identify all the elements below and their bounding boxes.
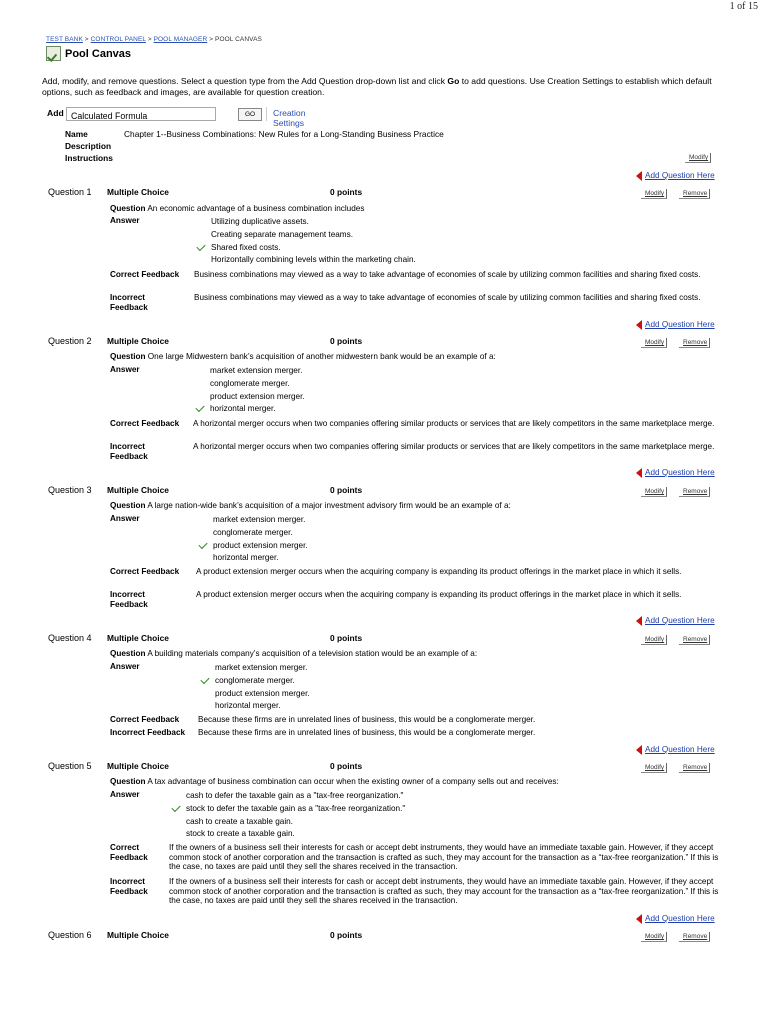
incorrect-feedback-label: Incorrect Feedback: [110, 728, 186, 737]
add-arrow-icon: [636, 745, 642, 755]
incorrect-feedback-text: A horizontal merger occurs when two companies offering similar products or services that are likely competitors in the same marketplace merge.: [193, 442, 715, 451]
question-type: Multiple Choice: [107, 336, 169, 346]
breadcrumb-control-panel[interactable]: CONTROL PANEL: [90, 36, 146, 43]
answer-option: horizontal merger.: [213, 553, 279, 562]
breadcrumb: TEST BANK > CONTROL PANEL > POOL MANAGER > POOL CANVAS: [46, 36, 262, 43]
question-points: 0 points: [330, 930, 363, 940]
add-arrow-icon: [636, 320, 642, 330]
add-question-here-label: Add Question Here: [645, 171, 715, 180]
answer-option: Creating separate management teams.: [211, 230, 353, 239]
correct-check-icon: [195, 403, 204, 412]
modify-button[interactable]: Modify: [641, 487, 667, 497]
correct-check-icon: [196, 242, 205, 251]
question-label: Question: [110, 352, 146, 361]
question-text: A tax advantage of business combination can occur when the existing owner of a company sells out and receives:: [147, 777, 559, 786]
modify-pool-button[interactable]: Modify: [685, 153, 711, 163]
remove-button[interactable]: Remove: [679, 487, 710, 497]
answer-option: product extension merger.: [210, 392, 305, 401]
question-type: Multiple Choice: [107, 633, 169, 643]
add-question-here-link[interactable]: [636, 913, 715, 923]
remove-button[interactable]: Remove: [679, 635, 710, 645]
breadcrumb-pool-canvas: POOL CANVAS: [215, 36, 262, 43]
question-number: Question 6: [48, 930, 92, 940]
question-text: A building materials company’s acquisition of a television station would be an example of a:: [147, 649, 478, 658]
answer-option: conglomerate merger.: [213, 528, 293, 537]
question-points: 0 points: [330, 633, 363, 643]
intro-part: to add questions. Use Creation Settings to establish which default options, such as feedback and images, are available for question creation.: [42, 76, 712, 97]
answer-option: horizontal merger.: [215, 701, 281, 710]
answer-option: cash to defer the taxable gain as a "tax-free reorganization.": [186, 791, 404, 800]
name-label: Name: [65, 129, 88, 139]
answer-label: Answer: [110, 365, 140, 374]
incorrect-feedback-label: Incorrect Feedback: [110, 590, 148, 609]
answer-label: Answer: [110, 662, 140, 671]
intro-go: Go: [447, 76, 460, 86]
description-label: Description: [65, 141, 112, 151]
divider: [266, 107, 267, 121]
incorrect-feedback-text: A product extension merger occurs when the acquiring company is expanding its product offerings in the market place in which it sells.: [196, 590, 682, 599]
page-title: Pool Canvas: [65, 47, 132, 60]
question-points: 0 points: [330, 761, 363, 771]
answer-option: conglomerate merger.: [215, 676, 295, 685]
correct-feedback-label: Correct Feedback: [110, 715, 180, 724]
remove-button[interactable]: Remove: [679, 932, 710, 942]
answer-option: stock to create a taxable gain.: [186, 829, 295, 838]
answer-option: market extension merger.: [215, 663, 308, 672]
pool-name: Chapter 1--Business Combinations: New Rules for a Long-Standing Business Practice: [124, 129, 444, 139]
add-question-here-link[interactable]: [636, 319, 715, 329]
answer-option: Utilizing duplicative assets.: [211, 217, 309, 226]
modify-button[interactable]: Modify: [641, 932, 667, 942]
question-text: A large nation-wide bank’s acquisition of a major investment advisory firm would be an example of a:: [147, 501, 511, 510]
incorrect-feedback-label: Incorrect Feedback: [110, 293, 148, 312]
answer-option: stock to defer the taxable gain as a "tax-free reorganization.": [186, 804, 406, 813]
pool-canvas-icon: [46, 46, 61, 61]
correct-feedback-text: If the owners of a business sell their interests for cash or accept debt instruments, they would have an immediate taxable gain. However, if they accept common stock of another corporation and the transaction is crafted as such, they may account for the transaction as a “tax-free reorganization.” If this is the case, no taxes are paid until they sell the shares received in the transaction.: [169, 843, 719, 872]
question-text-row: [110, 204, 730, 214]
question-label: Question: [110, 777, 146, 786]
answer-option: horizontal merger.: [210, 404, 276, 413]
add-arrow-icon: [636, 616, 642, 626]
incorrect-feedback-text: Business combinations may viewed as a way to take advantage of economies of scale by utilizing common facilities and sharing fixed costs.: [194, 293, 701, 302]
question-number: Question 5: [48, 761, 92, 771]
correct-feedback-label: Correct Feedback: [110, 843, 148, 862]
answer-option: Horizontally combining levels within the marketing chain.: [211, 255, 416, 264]
question-text: An economic advantage of a business combination includes: [147, 204, 365, 213]
question-label: Question: [110, 501, 146, 510]
add-question-here-label: Add Question Here: [645, 914, 715, 923]
remove-button[interactable]: Remove: [679, 763, 710, 773]
correct-check-icon: [198, 540, 207, 549]
add-question-here-label: Add Question Here: [645, 468, 715, 477]
incorrect-feedback-text: If the owners of a business sell their interests for cash or accept debt instruments, they would have an immediate taxable gain. However, if they accept common stock of another corporation and the transaction is crafted as such, they may account for the transaction as a “tax-free reorganization.” If this is the case, no taxes are paid until they sell the shares received in the transaction.: [169, 877, 719, 906]
add-question-here-label: Add Question Here: [645, 320, 715, 329]
modify-button[interactable]: Modify: [641, 763, 667, 773]
correct-feedback-label: Correct Feedback: [110, 419, 180, 428]
add-question-here-link[interactable]: [636, 615, 715, 625]
add-label: Add: [47, 108, 64, 118]
question-type: Multiple Choice: [107, 485, 169, 495]
answer-label: Answer: [110, 790, 140, 799]
add-arrow-icon: [636, 171, 642, 181]
add-question-here-label: Add Question Here: [645, 616, 715, 625]
breadcrumb-test-bank[interactable]: TEST BANK: [46, 36, 83, 43]
incorrect-feedback-label: Incorrect Feedback: [110, 442, 148, 461]
modify-button[interactable]: Modify: [641, 635, 667, 645]
question-points: 0 points: [330, 187, 363, 197]
answer-option: product extension merger.: [215, 689, 310, 698]
incorrect-feedback-label: Incorrect Feedback: [110, 877, 148, 896]
question-type: Multiple Choice: [107, 187, 169, 197]
remove-button[interactable]: Remove: [679, 338, 710, 348]
modify-button[interactable]: Modify: [641, 189, 667, 199]
question-points: 0 points: [330, 485, 363, 495]
question-type: Multiple Choice: [107, 761, 169, 771]
intro-part: Add, modify, and remove questions. Select a question type from the Add Question drop-down list and click: [42, 76, 448, 86]
answer-option: conglomerate merger.: [210, 379, 290, 388]
question-text-row: [110, 649, 730, 659]
remove-button[interactable]: Remove: [679, 189, 710, 199]
question-label: Question: [110, 649, 146, 658]
add-question-here-link[interactable]: [636, 467, 715, 477]
answer-option: product extension merger.: [213, 541, 308, 550]
creation-settings-link[interactable]: Creation Settings: [273, 108, 306, 128]
add-arrow-icon: [636, 468, 642, 478]
question-label: Question: [110, 204, 146, 213]
question-text-row: [110, 777, 730, 787]
correct-feedback-text: A horizontal merger occurs when two companies offering similar products or services that are likely competitors in the same marketplace merge.: [193, 419, 715, 428]
correct-feedback-label: Correct Feedback: [110, 567, 180, 576]
answer-option: market extension merger.: [213, 515, 306, 524]
question-points: 0 points: [330, 336, 363, 346]
question-number: Question 2: [48, 336, 92, 346]
question-number: Question 3: [48, 485, 92, 495]
answer-option: market extension merger.: [210, 366, 303, 375]
add-question-here-label: Add Question Here: [645, 745, 715, 754]
answer-option: cash to create a taxable gain.: [186, 817, 293, 826]
correct-check-icon: [171, 803, 180, 812]
instructions-label: Instructions: [65, 153, 113, 163]
answer-label: Answer: [110, 514, 140, 523]
page-number: 1 of 15: [729, 1, 758, 12]
correct-feedback-text: A product extension merger occurs when the acquiring company is expanding its product offerings in the market place in which it sells.: [196, 567, 682, 576]
correct-check-icon: [200, 675, 209, 684]
incorrect-feedback-text: Because these firms are in unrelated lines of business, this would be a conglomerate merger.: [198, 728, 536, 737]
question-text-row: [110, 352, 730, 362]
correct-feedback-text: Because these firms are in unrelated lines of business, this would be a conglomerate merger.: [198, 715, 536, 724]
question-number: Question 4: [48, 633, 92, 643]
question-text-row: [110, 501, 730, 511]
question-type-select[interactable]: Calculated Formula: [66, 107, 216, 121]
question-number: Question 1: [48, 187, 92, 197]
correct-feedback-label: Correct Feedback: [110, 270, 180, 279]
add-question-here-link[interactable]: [636, 744, 715, 754]
modify-button[interactable]: Modify: [641, 338, 667, 348]
add-arrow-icon: [636, 914, 642, 924]
breadcrumb-pool-manager[interactable]: POOL MANAGER: [153, 36, 208, 43]
question-type: Multiple Choice: [107, 930, 169, 940]
intro-text: [42, 76, 732, 98]
answer-option: Shared fixed costs.: [211, 243, 281, 252]
question-text: One large Midwestern bank’s acquisition of another midwestern bank would be an example of a:: [147, 352, 496, 361]
page-header: [46, 46, 131, 61]
add-question-here-link[interactable]: [636, 170, 715, 180]
go-button[interactable]: GO: [238, 108, 262, 121]
answer-label: Answer: [110, 216, 140, 225]
correct-feedback-text: Business combinations may viewed as a way to take advantage of economies of scale by utilizing common facilities and sharing fixed costs.: [194, 270, 701, 279]
